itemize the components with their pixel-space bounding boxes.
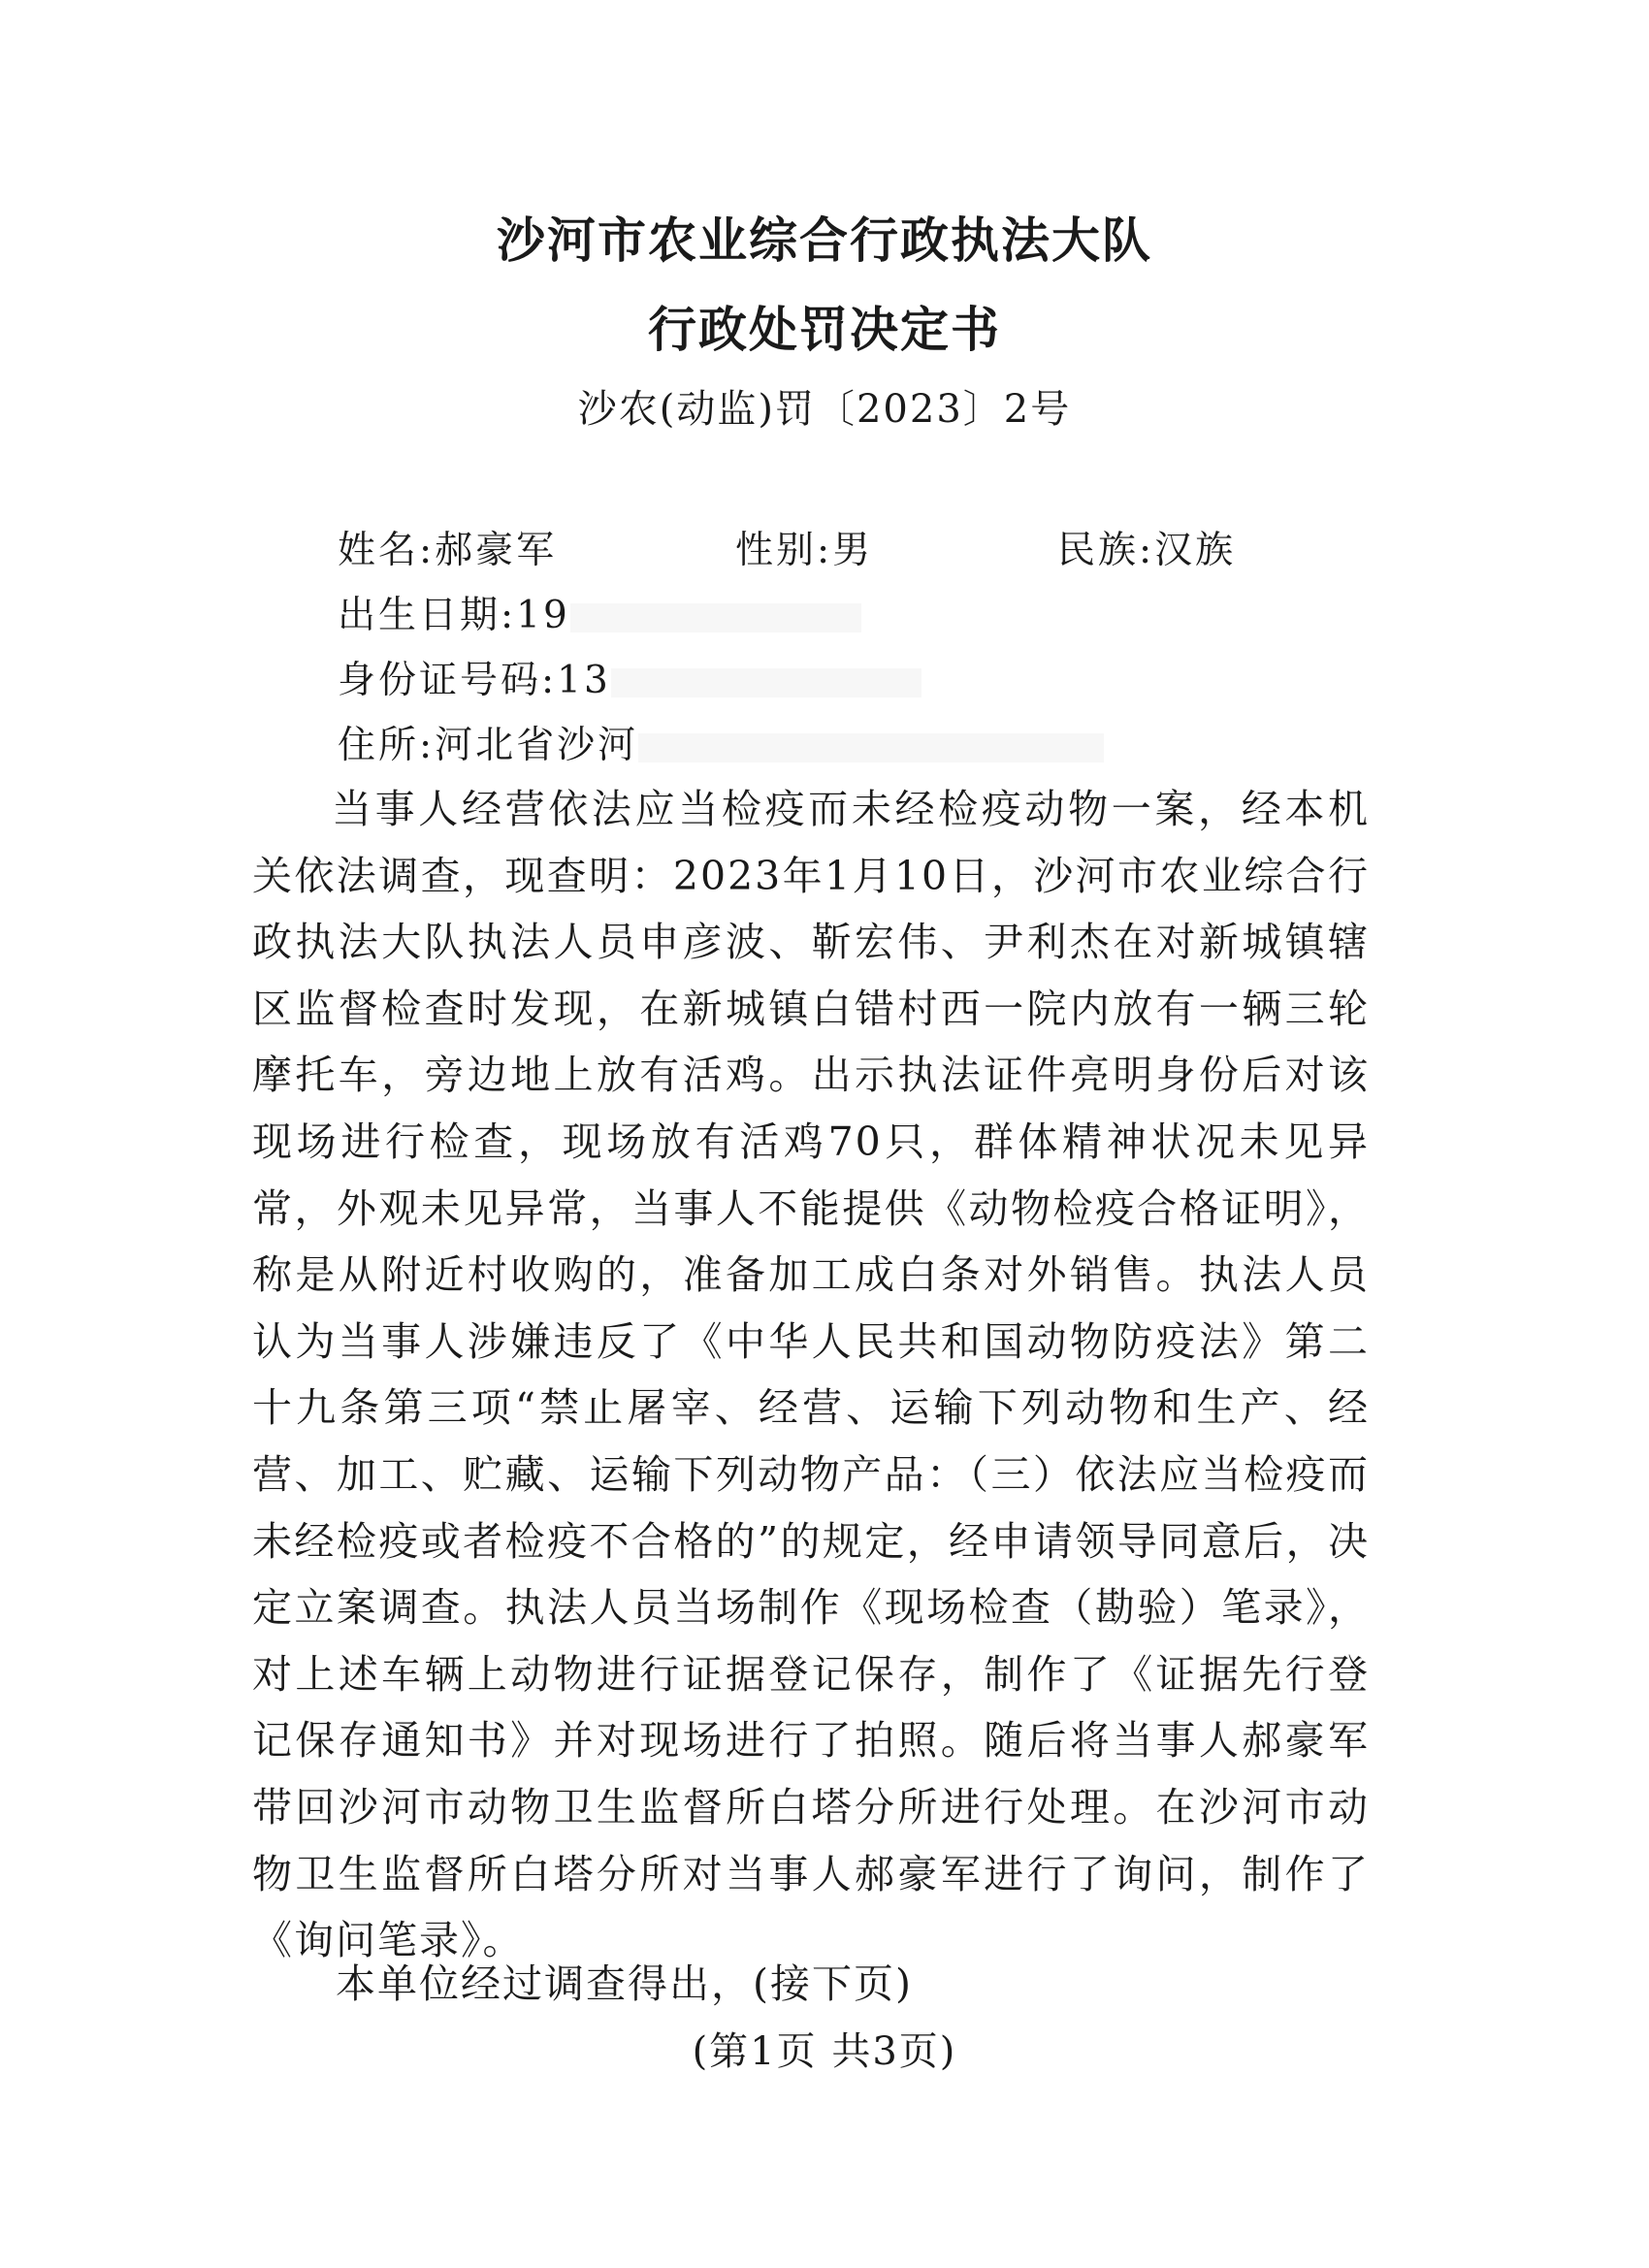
id-label: 身份证号码: bbox=[338, 659, 558, 702]
party-info-row-address bbox=[338, 715, 1104, 769]
conclusion-line: 本单位经过调查得出，(接下页) bbox=[336, 1960, 913, 2007]
ethnicity-label: 民族: bbox=[1057, 529, 1155, 572]
gender-label: 性别: bbox=[735, 529, 833, 572]
ethnicity-field bbox=[1057, 520, 1236, 574]
party-info-row-name bbox=[338, 520, 1237, 574]
document-title-line2: 行政处罚决定书 bbox=[648, 302, 1001, 358]
document-title-line1: 沙河市农业综合行政执法大队 bbox=[497, 212, 1152, 269]
party-info-row-birth bbox=[338, 585, 861, 639]
document-number: 沙农(动监)罚〔2023〕2号 bbox=[577, 387, 1072, 432]
party-info-row-id bbox=[338, 650, 922, 704]
gender-field bbox=[735, 520, 873, 574]
address-label: 住所: bbox=[338, 724, 436, 767]
ethnicity-value: 汉族 bbox=[1154, 529, 1237, 572]
id-value-partial: 13 bbox=[557, 659, 611, 702]
redacted-area bbox=[611, 668, 922, 697]
redacted-area bbox=[570, 603, 861, 632]
findings-paragraph: 当事人经营依法应当检疫而未经检疫动物一案，经本机关依法调查，现查明：2023年1月10日，沙河市农业综合行政执法大队执法人员申彦波、靳宏伟、尹利杰在对新城镇辖区监督检查时发现，在新城镇白错村西一院内放有一辆三轮摩托车，旁边地上放有活鸡。出示执法证件亮明身份后对该现场进行检查，现场放有活鸡70只，群体精神状况未见异常，外观未见异常，当事人不能提供《动物检疫合格证明》，称是从附近村收购的，准备加工成白条对外销售。执法人员认为当事人涉嫌违反了《中华人民共和国动物防疫法》第二十九条第三项“禁止屠宰、经营、运输下列动物和生产、经营、加工、贮藏、运输下列动物产品：（三）依法应当检疫而未经检疫或者检疫不合格的”的规定，经申请领导同意后，决定立案调查。执法人员当场制作《现场检查（勘验）笔录》，对上述车辆上动物进行证据登记保存，制作了《证据先行登记保存通知书》并对现场进行了拍照。随后将当事人郝豪军带回沙河市动物卫生监督所白塔分所进行处理。在沙河市动物卫生监督所白塔分所对当事人郝豪军进行了询问，制作了《询问笔录》。 bbox=[252, 786, 1370, 1964]
birth-label: 出生日期: bbox=[338, 594, 517, 637]
name-field bbox=[338, 520, 557, 574]
address-value-partial: 河北省沙河 bbox=[435, 724, 639, 767]
page-number: (第1页 共3页) bbox=[692, 2029, 957, 2074]
document-body bbox=[252, 776, 1370, 1974]
name-value: 郝豪军 bbox=[435, 529, 558, 572]
redacted-area bbox=[638, 733, 1104, 762]
name-label: 姓名: bbox=[338, 529, 436, 572]
gender-value: 男 bbox=[832, 529, 874, 572]
birth-value-partial: 19 bbox=[516, 594, 570, 637]
